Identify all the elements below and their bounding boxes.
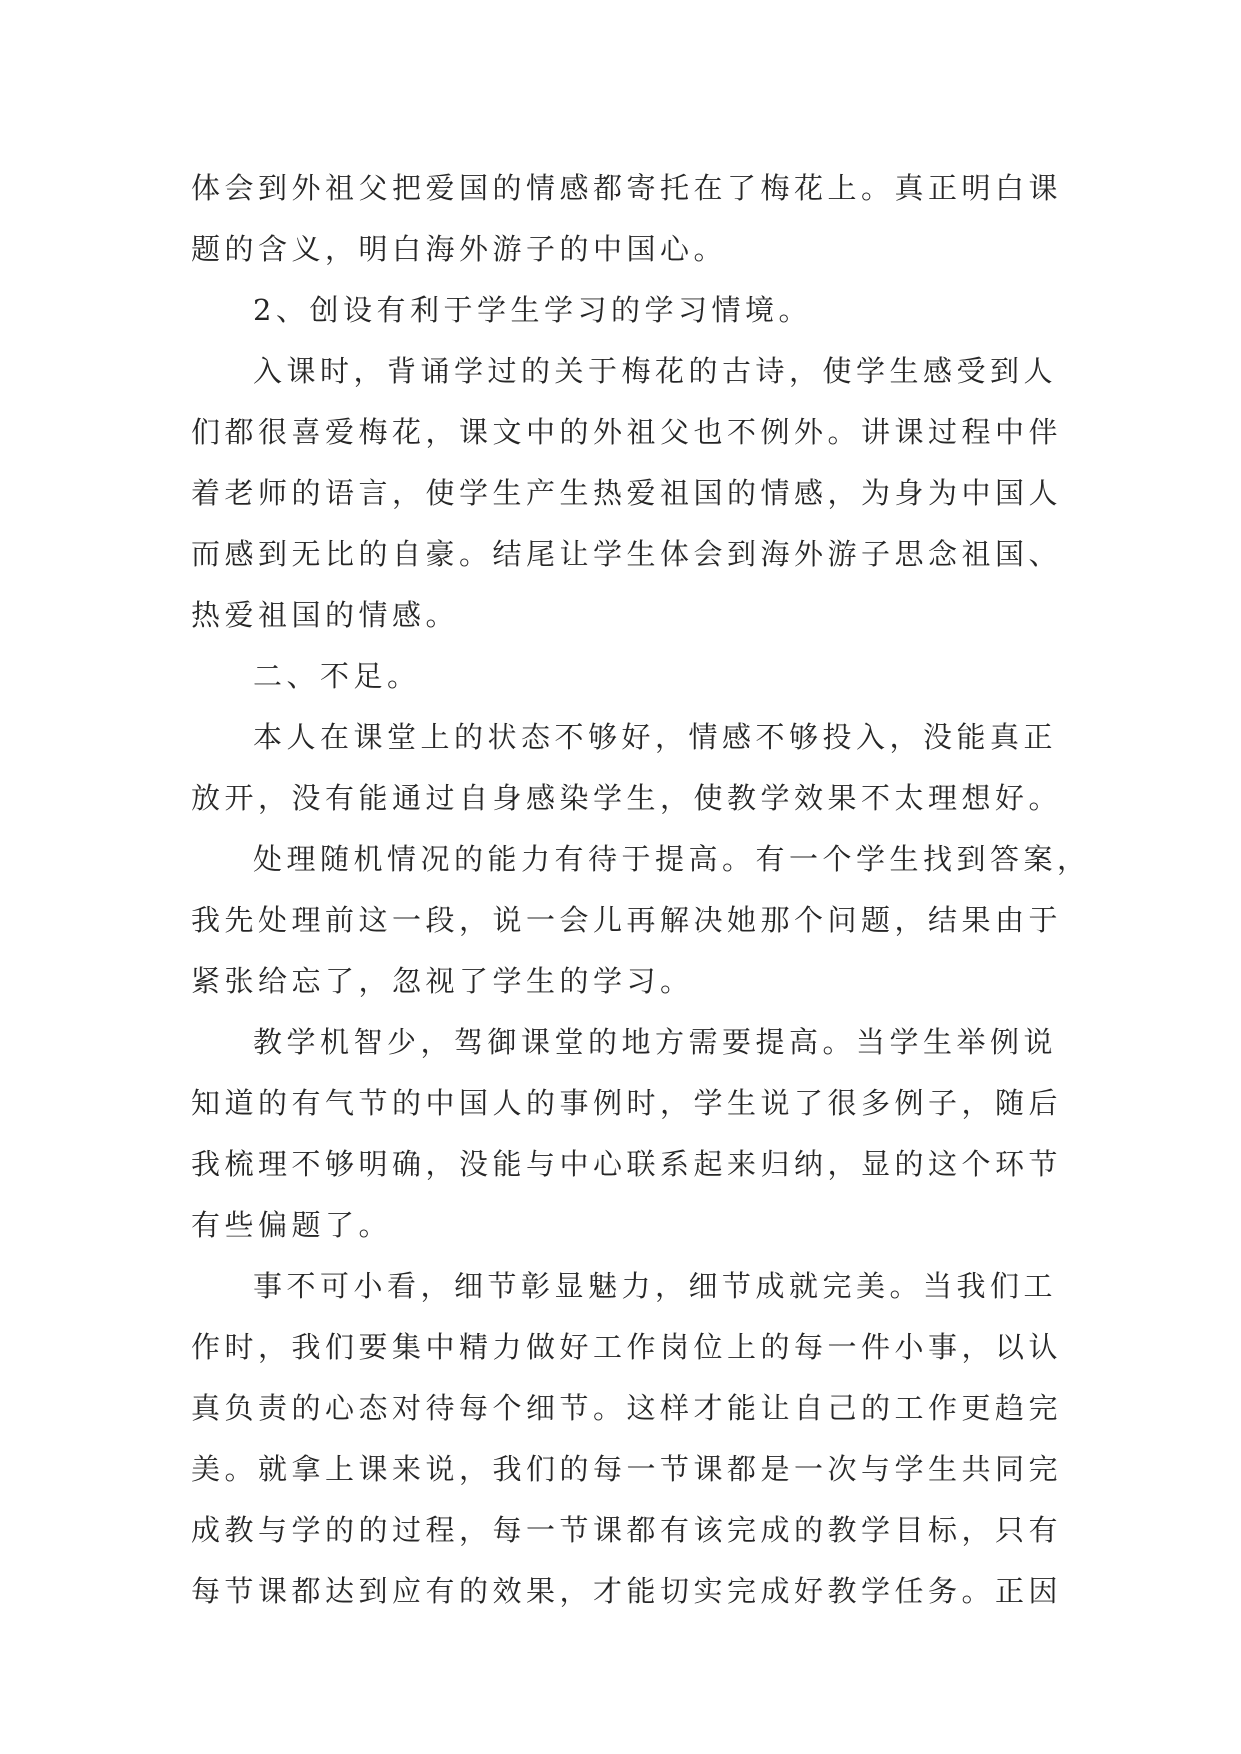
section-heading: 二、不足。 (253, 659, 421, 693)
text-line: 着老师的语言，使学生产生热爱祖国的情感，为身为中国人 (191, 476, 1063, 510)
text-line: 成教与学的的过程，每一节课都有该完成的教学目标，只有 (191, 1513, 1063, 1547)
text-line: 我先处理前这一段，说一会儿再解决她那个问题，结果由于 (191, 903, 1063, 937)
text-line: 而感到无比的自豪。结尾让学生体会到海外游子思念祖国、 (191, 537, 1063, 571)
text-line: 放开，没有能通过自身感染学生，使教学效果不太理想好。 (191, 781, 1063, 815)
text-line: 作时，我们要集中精力做好工作岗位上的每一件小事，以认 (191, 1330, 1063, 1364)
text-line: 知道的有气节的中国人的事例时，学生说了很多例子，随后 (191, 1086, 1063, 1120)
text-line: 真负责的心态对待每个细节。这样才能让自己的工作更趋完 (191, 1391, 1063, 1425)
document-body (191, 158, 1091, 1622)
text-line: 们都很喜爱梅花，课文中的外祖父也不例外。讲课过程中伴 (191, 415, 1063, 449)
text-line: 我梳理不够明确，没能与中心联系起来归纳，显的这个环节 (191, 1147, 1063, 1181)
text-line: 美。就拿上课来说，我们的每一节课都是一次与学生共同完 (191, 1452, 1063, 1486)
text-line: 体会到外祖父把爱国的情感都寄托在了梅花上。真正明白课 (191, 171, 1063, 205)
text-line: 本人在课堂上的状态不够好，情感不够投入，没能真正 (253, 720, 1058, 754)
text-line: 题的含义，明白海外游子的中国心。 (191, 232, 728, 266)
text-line: 入课时，背诵学过的关于梅花的古诗，使学生感受到人 (253, 354, 1058, 388)
text-line: 紧张给忘了，忽视了学生的学习。 (191, 964, 694, 998)
paragraph-heading: 2、创设有利于学生学习的学习情境。 (253, 293, 812, 327)
text-line: 事不可小看，细节彰显魅力，细节成就完美。当我们工 (253, 1269, 1058, 1303)
text-line: 有些偏题了。 (191, 1208, 393, 1242)
text-line: 每节课都达到应有的效果，才能切实完成好教学任务。正因 (191, 1574, 1063, 1608)
text-line: 教学机智少，驾御课堂的地方需要提高。当学生举例说 (253, 1025, 1058, 1059)
text-line: 热爱祖国的情感。 (191, 598, 460, 632)
text-line: 处理随机情况的能力有待于提高。有一个学生找到答案， (253, 842, 1091, 876)
